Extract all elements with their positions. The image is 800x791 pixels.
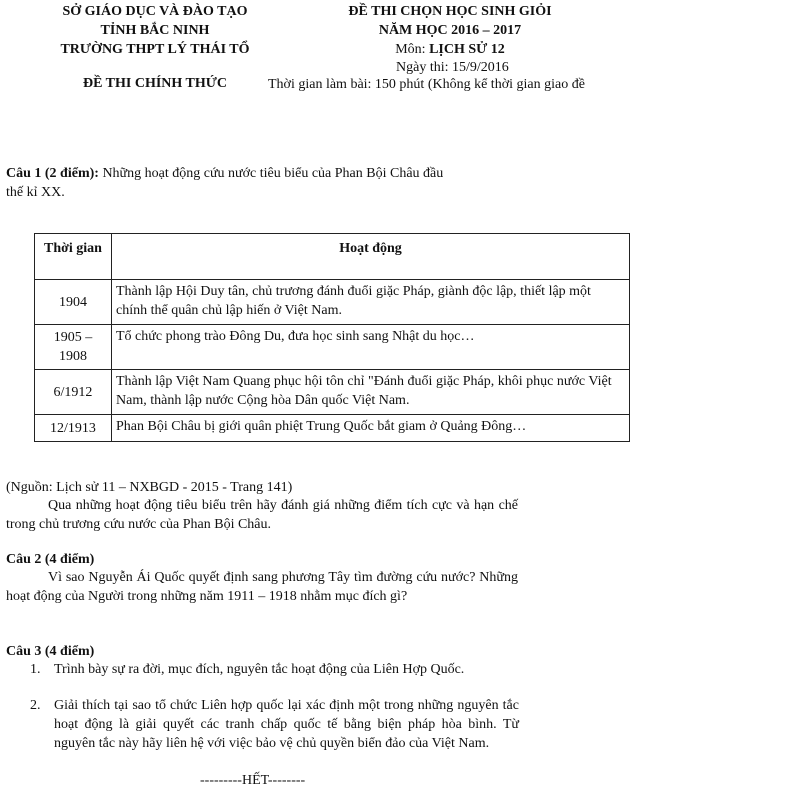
exam-date: Ngày thi: 15/9/2016 <box>396 60 509 75</box>
subject-name: LỊCH SỬ 12 <box>429 42 505 57</box>
row-activity: Phan Bội Châu bị giới quân phiệt Trung Quốc bắt giam ở Quảng Đông… <box>112 415 630 442</box>
header-department: SỞ GIÁO DỤC VÀ ĐÀO TẠO <box>62 4 248 19</box>
activities-table <box>34 233 630 442</box>
row-time: 6/1912 <box>35 370 112 415</box>
item-number: 1. <box>30 662 41 677</box>
exam-duration: Thời gian làm bài: 150 phút (Không kể thời gian giao đề <box>268 77 585 92</box>
row-activity: Thành lập Việt Nam Quang phục hội tôn chỉ "Đánh đuổi giặc Pháp, khôi phục nước Việt Nam, thành lập nước Cộng hòa Dân quốc Việt Nam. <box>112 370 630 415</box>
question-2-text: Vì sao Nguyễn Ái Quốc quyết định sang phương Tây tìm đường cứu nước? Những hoạt động của Người trong những năm 1911 – 1918 nhằm mục đích gì? <box>6 570 518 604</box>
item-text: Trình bày sự ra đời, mục đích, nguyên tắc hoạt động của Liên Hợp Quốc. <box>54 662 465 677</box>
question-3-label: Câu 3 (4 điểm) <box>6 644 95 659</box>
row-activity: Tổ chức phong trào Đông Du, đưa học sinh sang Nhật du học… <box>112 325 630 370</box>
question-1-prompt: Qua những hoạt động tiêu biểu trên hãy đánh giá những điểm tích cực và hạn chế trong chủ trương cứu nước của Phan Bội Châu. <box>6 498 518 532</box>
end-marker: ---------HẾT-------- <box>200 773 306 788</box>
source-citation: (Nguồn: Lịch sử 11 – NXBGD - 2015 - Trang 141) <box>6 480 293 495</box>
exam-title: ĐỀ THI CHỌN HỌC SINH GIỎI <box>348 4 552 19</box>
question-1-label: Câu 1 (2 điểm): <box>6 166 99 181</box>
question-1-text: Những hoạt động cứu nước tiêu biểu của Phan Bội Châu đầu <box>98 166 444 181</box>
table-row <box>35 325 630 370</box>
row-time: 1904 <box>35 280 112 325</box>
row-time: 12/1913 <box>35 415 112 442</box>
question-1-intro <box>6 164 443 183</box>
item-text: Giải thích tại sao tổ chức Liên hợp quốc lại xác định một trong những nguyên tắc hoạt động là giải quyết các tranh chấp quốc tế bằng biện pháp hòa bình. Từ nguyên tắc này hãy liên hệ với việc bảo vệ chủ quyền biển đảo của Việt Nam. <box>54 698 519 751</box>
column-header-activity: Hoạt động <box>112 234 630 280</box>
subject-line <box>250 40 650 59</box>
table-row <box>35 370 630 415</box>
subject-label: Môn: <box>395 42 430 57</box>
table-header-row <box>35 234 630 280</box>
row-time: 1905 – 1908 <box>35 325 112 370</box>
table-row <box>35 415 630 442</box>
column-header-time: Thời gian <box>35 234 112 280</box>
header-province: TỈNH BẮC NINH <box>100 23 210 38</box>
question-1-text-cont: thế kỉ XX. <box>6 185 65 200</box>
school-year: NĂM HỌC 2016 – 2017 <box>378 23 522 38</box>
header-school: TRƯỜNG THPT LÝ THÁI TỔ <box>60 42 250 57</box>
question-2-label: Câu 2 (4 điểm) <box>6 552 95 567</box>
question-3-item <box>30 660 519 679</box>
official-exam-label: ĐỀ THI CHÍNH THỨC <box>82 76 228 91</box>
question-3-item <box>30 696 519 753</box>
item-number: 2. <box>30 698 41 713</box>
table-row <box>35 280 630 325</box>
row-activity: Thành lập Hội Duy tân, chủ trương đánh đuổi giặc Pháp, giành độc lập, thiết lập một chính thể quân chủ lập hiến ở Việt Nam. <box>112 280 630 325</box>
